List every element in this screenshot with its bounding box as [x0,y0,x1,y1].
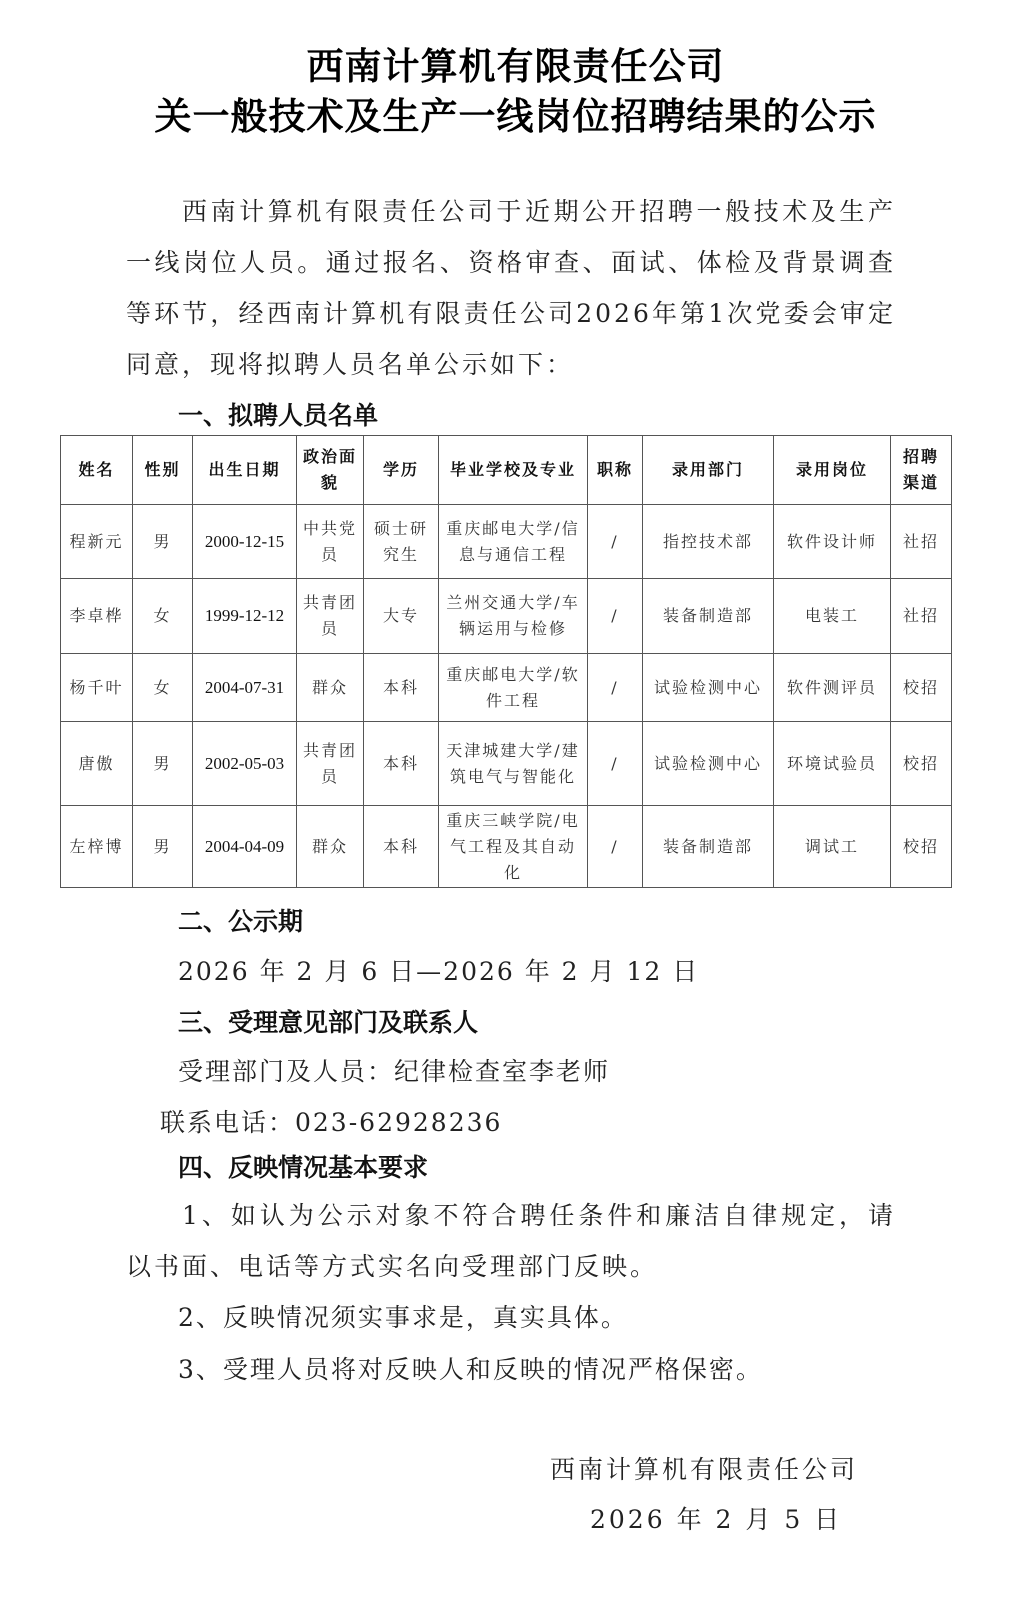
candidate-table [60,435,952,888]
intro-paragraph: 西南计算机有限责任公司于近期公开招聘一般技术及生产一线岗位人员。通过报名、资格审查、面试、体检及背景调查等环节，经西南计算机有限责任公司2026年第1次党委会审定同意，现将拟聘人员名单公示如下： [126,197,896,379]
cell-birth: 2004-07-31 [193,654,297,722]
cell-department: 指控技术部 [643,505,774,579]
cell-gender: 女 [133,579,193,654]
cell-title: / [588,722,643,806]
cell-channel: 社招 [891,579,952,654]
cell-birth: 2000-12-15 [193,505,297,579]
cell-education: 本科 [364,722,439,806]
cell-gender: 男 [133,505,193,579]
cell-department: 试验检测中心 [643,722,774,806]
cell-education: 硕士研究生 [364,505,439,579]
requirement-item-1: 1、如认为公示对象不符合聘任条件和廉洁自律规定，请以书面、电话等方式实名向受理部门反映。 [126,1201,896,1281]
cell-channel: 社招 [891,505,952,579]
signature-date: 2026 年 2 月 5 日 [590,1505,843,1534]
cell-name: 左梓博 [61,806,133,888]
cell-school-major: 天津城建大学/建筑电气与智能化 [439,722,588,806]
cell-position: 环境试验员 [774,722,891,806]
cell-position: 电装工 [774,579,891,654]
cell-birth: 2002-05-03 [193,722,297,806]
table-row [61,654,952,722]
cell-political: 共青团员 [297,722,364,806]
cell-name: 唐傲 [61,722,133,806]
cell-political: 中共党员 [297,505,364,579]
cell-name: 程新元 [61,505,133,579]
col-header-birth: 出生日期 [193,436,297,505]
cell-name: 杨千叶 [61,654,133,722]
col-header-political: 政治面貌 [297,436,364,505]
cell-school-major: 重庆邮电大学/信息与通信工程 [439,505,588,579]
contact-phone: 联系电话：023-62928236 [160,1108,503,1137]
table-row [61,579,952,654]
cell-political: 群众 [297,654,364,722]
section1-heading: 一、拟聘人员名单 [178,401,379,430]
cell-title: / [588,654,643,722]
section4-heading: 四、反映情况基本要求 [178,1153,429,1182]
col-header-position: 录用岗位 [774,436,891,505]
cell-gender: 男 [133,722,193,806]
table-row [61,722,952,806]
cell-political: 共青团员 [297,579,364,654]
cell-position: 软件设计师 [774,505,891,579]
cell-education: 大专 [364,579,439,654]
cell-school-major: 重庆三峡学院/电气工程及其自动化 [439,806,588,888]
cell-school-major: 兰州交通大学/车辆运用与检修 [439,579,588,654]
document-title-line1: 西南计算机有限责任公司 [306,45,725,88]
publicity-period: 2026 年 2 月 6 日—2026 年 2 月 12 日 [178,957,700,986]
cell-title: / [588,579,643,654]
cell-gender: 女 [133,654,193,722]
cell-department: 试验检测中心 [643,654,774,722]
requirement-item-3: 3、受理人员将对反映人和反映的情况严格保密。 [178,1355,763,1384]
cell-channel: 校招 [891,722,952,806]
cell-education: 本科 [364,654,439,722]
cell-education: 本科 [364,806,439,888]
cell-channel: 校招 [891,654,952,722]
col-header-gender: 性别 [133,436,193,505]
col-header-title: 职称 [588,436,643,505]
cell-channel: 校招 [891,806,952,888]
table-header-row [61,436,952,505]
cell-title: / [588,806,643,888]
section3-heading: 三、受理意见部门及联系人 [178,1008,479,1037]
cell-name: 李卓桦 [61,579,133,654]
cell-birth: 2004-04-09 [193,806,297,888]
cell-birth: 1999-12-12 [193,579,297,654]
document-title-line2: 关一般技术及生产一线岗位招聘结果的公示 [154,95,877,138]
cell-department: 装备制造部 [643,806,774,888]
cell-position: 调试工 [774,806,891,888]
cell-political: 群众 [297,806,364,888]
cell-school-major: 重庆邮电大学/软件工程 [439,654,588,722]
cell-gender: 男 [133,806,193,888]
cell-department: 装备制造部 [643,579,774,654]
table-row [61,806,952,888]
col-header-department: 录用部门 [643,436,774,505]
requirement-item-2: 2、反映情况须实事求是，真实具体。 [178,1303,628,1332]
table-row [61,505,952,579]
contact-department: 受理部门及人员：纪律检查室李老师 [178,1057,611,1086]
signature-company: 西南计算机有限责任公司 [550,1455,859,1484]
col-header-school-major: 毕业学校及专业 [439,436,588,505]
cell-position: 软件测评员 [774,654,891,722]
cell-title: / [588,505,643,579]
section2-heading: 二、公示期 [178,907,304,936]
col-header-name: 姓名 [61,436,133,505]
col-header-education: 学历 [364,436,439,505]
col-header-channel: 招聘渠道 [891,436,952,505]
